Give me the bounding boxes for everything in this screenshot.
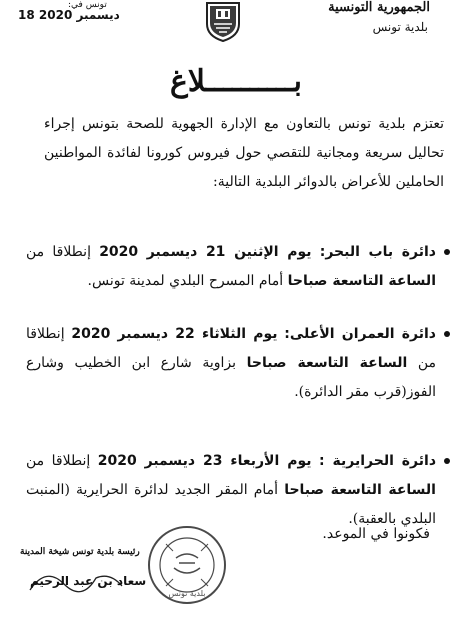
district-date: يوم الأربعاء 23 ديسمبر 2020: [97, 453, 312, 469]
official-stamp-icon: [146, 524, 228, 606]
intro-paragraph: تعتزم بلدية تونس بالتعاون مع الإدارة الجهوية للصحة بتونس إجراء تحاليل سريعة ومجانية للتقصي حول فيروس كورونا لفائدة المواطنين الحاملين للأعراض بالدوائر البلدية التالية:: [44, 116, 444, 190]
list-item: [26, 320, 436, 407]
municipality-emblem-icon: [204, 0, 242, 42]
date-label: تونس في:: [68, 0, 107, 10]
municipality-header: بلدية تونس: [372, 20, 428, 34]
district-time: الساعة التاسعة صباحا: [287, 273, 436, 289]
closing-line: فكونوا في الموعد.: [322, 526, 430, 542]
from-text: إنطلاقا من: [26, 244, 91, 260]
from-text: إنطلاقا من: [26, 453, 91, 469]
district-place: أمام المسرح البلدي لمدينة تونس.: [87, 273, 284, 289]
district-name: دائرة باب البحر:: [319, 244, 436, 260]
district-place: بزاوية شارع ابن الخطيب وشارع الفوز(قرب مقر الدائرة).: [26, 355, 436, 400]
bullet-icon: [444, 331, 450, 337]
page-title: بــــــــــلاغ: [169, 64, 303, 99]
district-name: دائرة العمران الأعلى:: [284, 326, 436, 342]
republic-header: الجمهورية التونسية: [328, 0, 430, 15]
district-date: يوم الإثنين 21 ديسمبر 2020: [99, 244, 312, 260]
district-time: الساعة التاسعة صباحا: [284, 482, 436, 498]
district-date: يوم الثلاثاء 22 ديسمبر 2020: [71, 326, 278, 342]
list-item: [26, 447, 436, 534]
signatory-name: سعاد بن عبد الرحيم: [30, 574, 147, 588]
district-time: الساعة التاسعة صباحا: [246, 355, 408, 371]
bullet-icon: [444, 249, 450, 255]
stamp-text: بلدية تونس: [168, 589, 206, 598]
district-name: دائرة الحرايرية :: [319, 453, 437, 469]
document-date: 18 ديسمبر 2020: [18, 8, 120, 22]
bullet-icon: [444, 458, 450, 464]
from-text: إنطلاقا من: [26, 326, 436, 371]
signature-title: رئيسة بلدية تونس شيخة المدينة: [20, 547, 140, 557]
list-item: [26, 238, 436, 296]
district-place: أمام المقر الجديد لدائرة الحرايرية (المنبت البلدي بالعقبة).: [26, 482, 436, 527]
